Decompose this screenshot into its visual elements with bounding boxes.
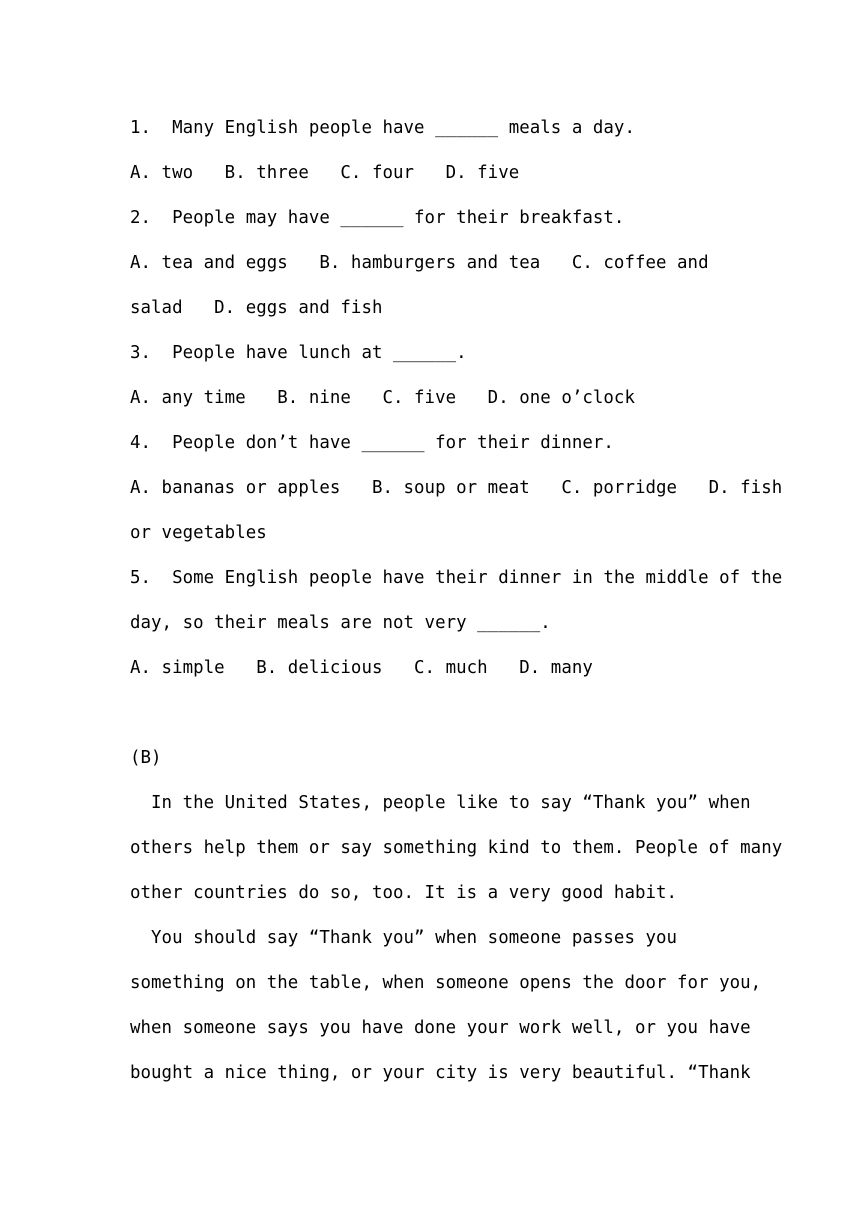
question-2-stem: 2. People may have ______ for their breakfast. <box>130 208 625 228</box>
passage-line: In the United States, people like to say “Thank you” when <box>130 793 751 813</box>
question-3-stem: 3. People have lunch at ______. <box>130 343 467 363</box>
question-3-options: A. any time B. nine C. five D. one o’clock <box>130 388 635 408</box>
passage-line: others help them or say something kind to them. People of many <box>130 838 783 858</box>
question-5-options: A. simple B. delicious C. much D. many <box>130 658 593 678</box>
passage-line: when someone says you have done your work well, or you have <box>130 1018 751 1038</box>
question-1-options: A. two B. three C. four D. five <box>130 163 520 183</box>
section-b-heading: (B) <box>130 748 162 768</box>
question-2-options-continued: salad D. eggs and fish <box>130 298 383 318</box>
passage-line: something on the table, when someone opens the door for you, <box>130 973 762 993</box>
passage-line: bought a nice thing, or your city is very beautiful. “Thank <box>130 1063 751 1083</box>
question-4-stem: 4. People don’t have ______ for their dinner. <box>130 433 614 453</box>
section-spacer <box>130 698 731 743</box>
document-content <box>130 113 783 1103</box>
question-5-stem-continued: day, so their meals are not very ______. <box>130 613 551 633</box>
question-5-stem: 5. Some English people have their dinner in the middle of the <box>130 568 783 588</box>
passage-line: You should say “Thank you” when someone passes you <box>130 928 678 948</box>
question-1-stem: 1. Many English people have ______ meals a day. <box>130 118 635 138</box>
question-4-options-continued: or vegetables <box>130 523 267 543</box>
question-2-options: A. tea and eggs B. hamburgers and tea C. coffee and <box>130 253 709 273</box>
question-4-options: A. bananas or apples B. soup or meat C. porridge D. fish <box>130 478 783 498</box>
passage-line: other countries do so, too. It is a very good habit. <box>130 883 678 903</box>
